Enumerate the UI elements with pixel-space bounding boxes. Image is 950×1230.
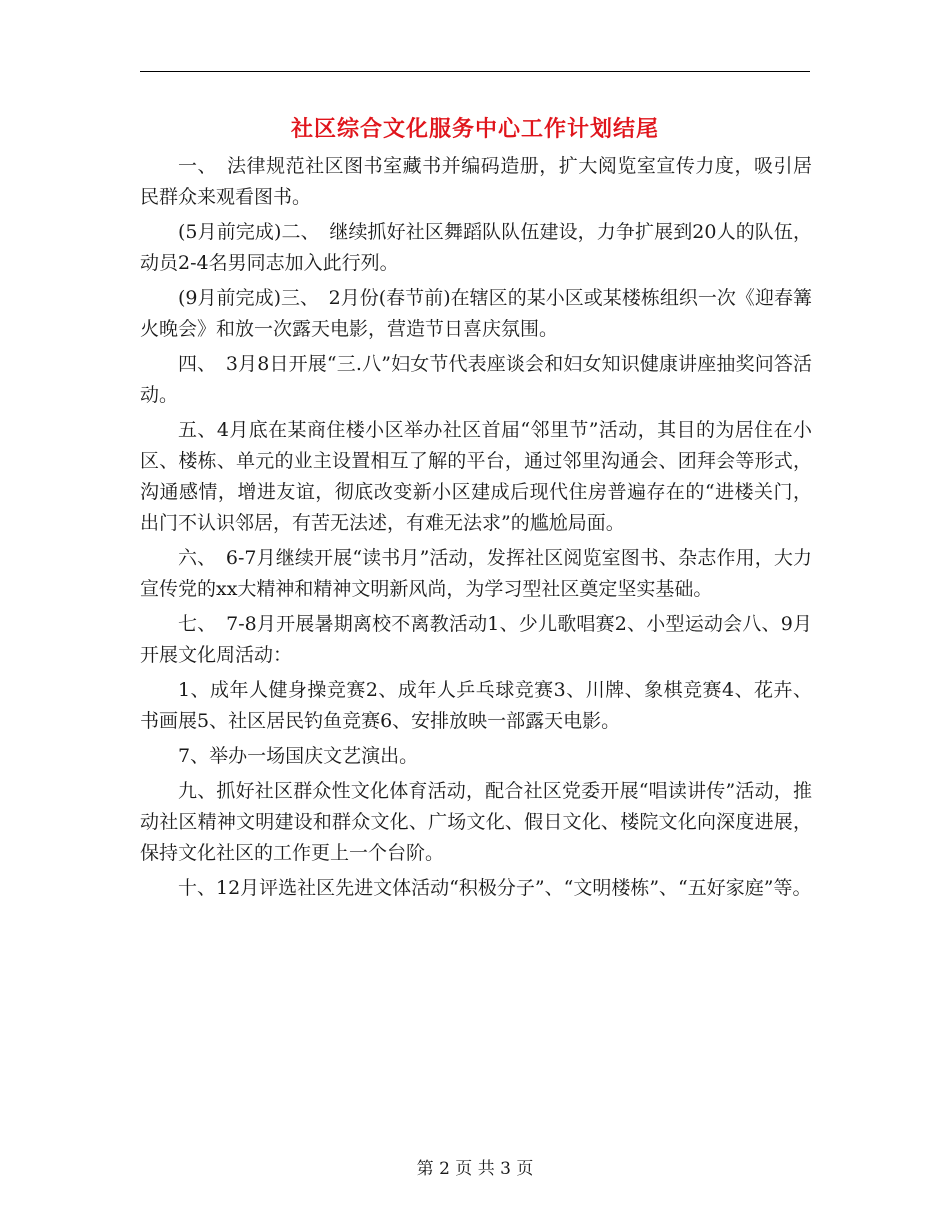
paragraph: 九、抓好社区群众性文化体育活动，配合社区党委开展“唱读讲传”活动，推动社区精神文明建设和群众文化、广场文化、假日文化、楼院文化向深度进展，保持文化社区的工作更上一个台阶。 [140, 780, 812, 864]
paragraph: 五、4月底在某商住楼小区举办社区首届“邻里节”活动，其目的为居住在小区、楼栋、单元的业主设置相互了解的平台，通过邻里沟通会、团拜会等形式，沟通感情，增进友谊，彻底改变新小区建成后现代住房普遍存在的“进楼关门，出门不认识邻居，有苦无法述，有难无法求”的尴尬局面。 [140, 419, 812, 534]
paragraph: 十、12月评选社区先进文体活动“积极分子”、“文明楼栋”、“五好家庭”等。 [178, 877, 812, 899]
paragraph: 六、 6-7月继续开展“读书月”活动，发挥社区阅览室图书、杂志作用，大力宣传党的xx大精神和精神文明新风尚，为学习型社区奠定坚实基础。 [140, 547, 812, 600]
header-rule [140, 71, 810, 72]
paragraph: (5月前完成)二、 继续抓好社区舞蹈队队伍建设，力争扩展到20人的队伍，动员2-4名男同志加入此行列。 [140, 221, 812, 274]
paragraph: 四、 3月8日开展“三.八”妇女节代表座谈会和妇女知识健康讲座抽奖问答活动。 [140, 353, 812, 406]
document-title: 社区综合文化服务中心工作计划结尾 [290, 116, 659, 142]
document-body [140, 151, 812, 908]
page-number-footer: 第 2 页 共 3 页 [416, 1159, 534, 1179]
paragraph: 1、成年人健身操竞赛2、成年人乒乓球竞赛3、川牌、象棋竞赛4、花卉、书画展5、社区居民钓鱼竞赛6、安排放映一部露天电影。 [140, 679, 812, 732]
paragraph: 一、 法律规范社区图书室藏书并编码造册，扩大阅览室宣传力度，吸引居民群众来观看图书。 [140, 155, 812, 208]
paragraph: 7、举办一场国庆文艺演出。 [178, 745, 419, 767]
paragraph: 七、 7-8月开展暑期离校不离教活动1、少儿歌唱赛2、小型运动会八、9月开展文化周活动： [140, 613, 812, 666]
paragraph: (9月前完成)三、 2月份(春节前)在辖区的某小区或某楼栋组织一次《迎春篝火晚会》和放一次露天电影，营造节日喜庆氛围。 [140, 287, 812, 340]
